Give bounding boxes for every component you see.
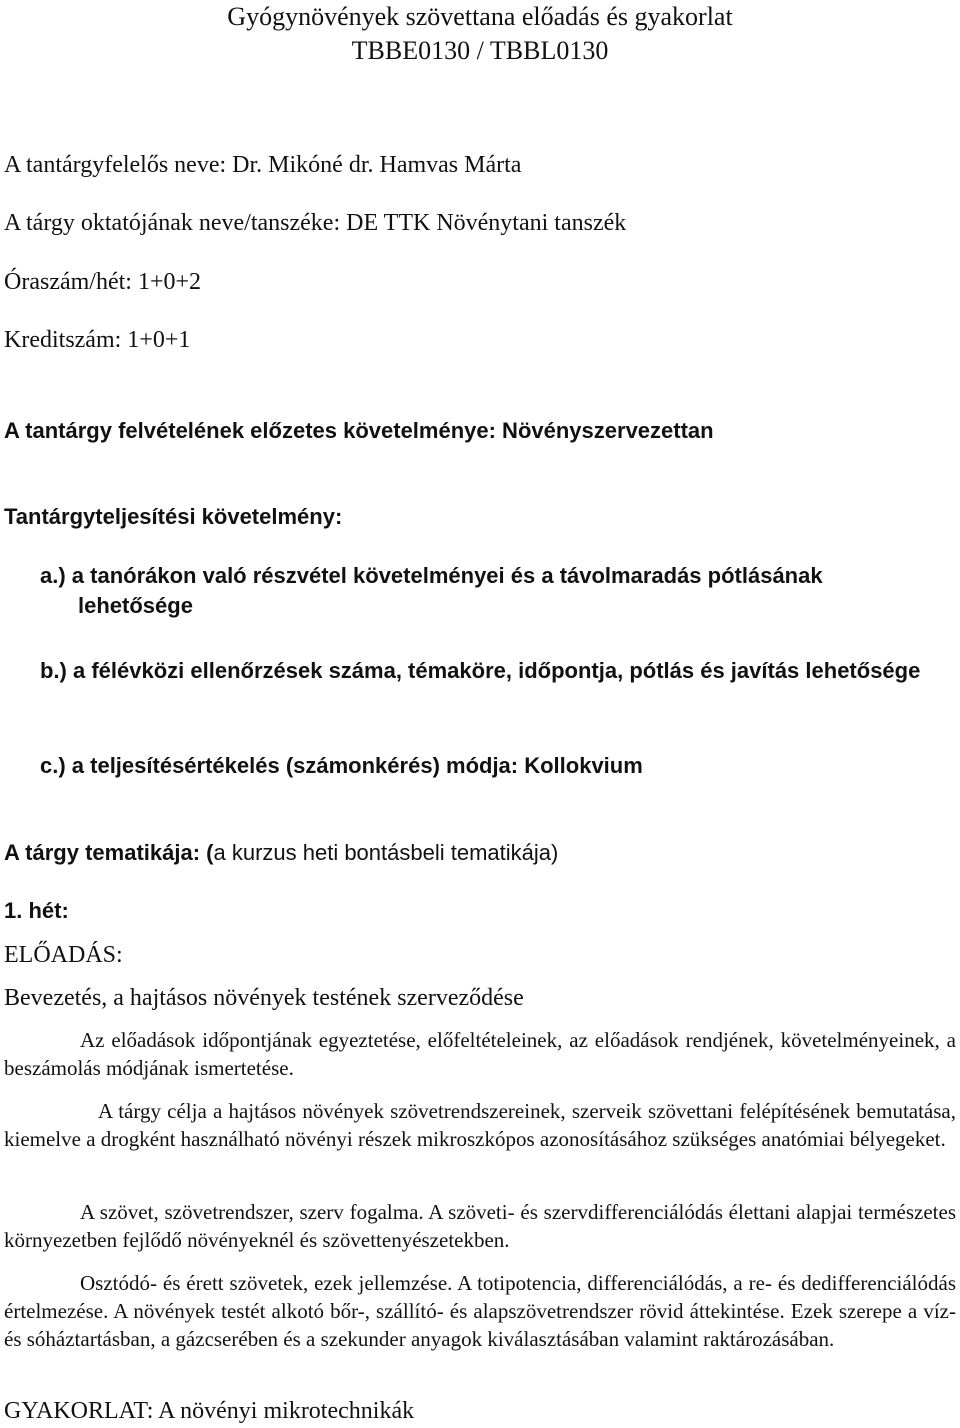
course-code: TBBE0130 / TBBL0130 [351, 36, 609, 65]
paragraph-1: Az előadások időpontjának egyeztetése, előfeltételeinek, az előadások rendjének, követelményeinek, a beszámolás módjának ismertetése. [4, 1028, 956, 1080]
thematics-heading-bold: A tárgy tematikája: ( [4, 840, 214, 865]
paragraph-3: A szövet, szövetrendszer, szerv fogalma. A szöveti- és szervdifferenciálódás élettani alapjai természetes környezetben fejlődő növényeknél és szövettenyészetekben. [4, 1200, 956, 1252]
page-title [0, 0, 960, 68]
title-line-1: Gyógynövények szövettana előadás és gyakorlat [227, 2, 733, 31]
paragraph-2: A tárgy célja a hajtásos növények szövetrendszereinek, szerveik szövettani felépítésének bemutatása, kiemelve a drogként használható növényi részek mikroszkópos azonosításához szükséges anatómiai bélyegeket. [4, 1099, 956, 1151]
lecture-heading: ELŐADÁS: [4, 942, 123, 968]
credits: Kreditszám: 1+0+1 [4, 327, 191, 353]
paragraph-4: Osztódó- és érett szövetek, ezek jellemzése. A totipotencia, differenciálódás, a re- és dedifferenciálódás értelmezése. A növények testét alkotó bőr-, szállító- és alapszövetrendszer rövid áttekintése. Ezek szerepe a víz- és sóháztartásban, a gázcserében és a szekunder anyagok kiválasztásában valamint raktározásában. [4, 1271, 956, 1351]
lecture-title: Bevezetés, a hajtásos növények testének szerveződése [4, 985, 524, 1011]
requirement-item-a: a.) a tanórákon való részvétel követelményei és a távolmaradás pótlásának lehetősége [40, 563, 823, 618]
weekly-hours: Óraszám/hét: 1+0+2 [4, 269, 202, 295]
thematics-heading-normal: a kurzus heti bontásbeli tematikája) [213, 840, 559, 865]
thematics-heading [4, 838, 956, 868]
instructor-department: A tárgy oktatójának neve/tanszéke: DE TTK Növénytani tanszék [4, 210, 627, 236]
week-label: 1. hét: [4, 898, 69, 923]
requirement-item-b: b.) a félévközi ellenőrzések száma, témaköre, időpontja, pótlás és javítás lehetősége [40, 658, 921, 683]
requirement-item-c: c.) a teljesítésértékelés (számonkérés) módja: Kollokvium [40, 753, 643, 778]
practice-heading: GYAKORLAT: A növényi mikrotechnikák [4, 1398, 415, 1424]
prerequisite: A tantárgy felvételének előzetes követelménye: Növényszervezettan [4, 418, 714, 443]
completion-heading: Tantárgyteljesítési követelmény: [4, 504, 343, 529]
responsible-person: A tantárgyfelelős neve: Dr. Mikóné dr. Hamvas Márta [4, 152, 522, 178]
